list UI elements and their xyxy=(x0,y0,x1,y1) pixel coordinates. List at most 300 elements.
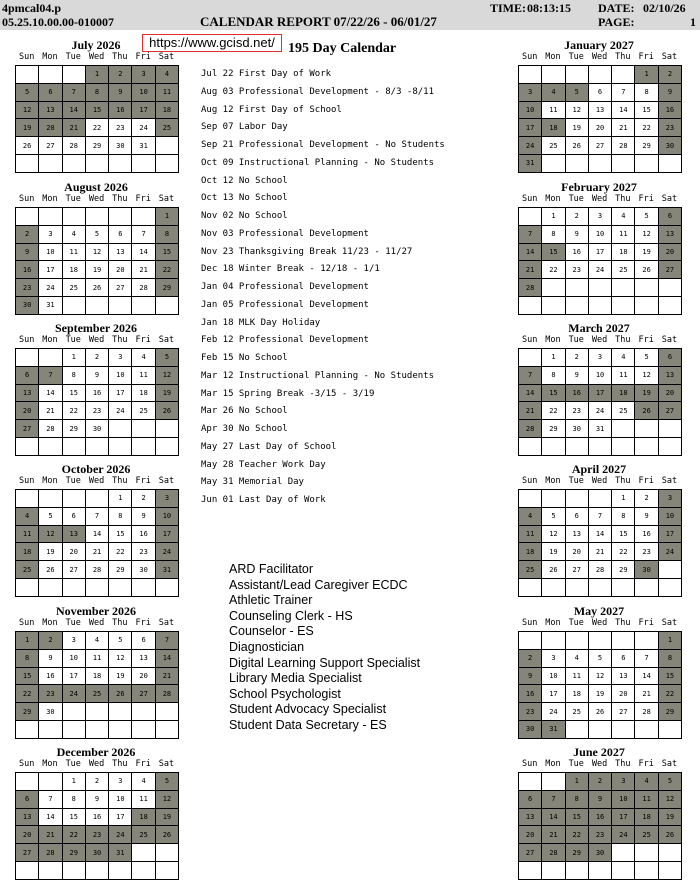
empty-cell xyxy=(16,438,39,456)
empty-cell xyxy=(542,438,565,456)
day-cell: 19 xyxy=(109,668,132,686)
day-cell: 17 xyxy=(589,244,612,262)
day-cell-off: 21 xyxy=(542,826,565,844)
day-cell: 20 xyxy=(589,119,612,137)
event-item: Feb 12 Professional Development xyxy=(201,335,369,346)
day-cell: 9 xyxy=(132,508,155,526)
day-cell-off: 20 xyxy=(16,826,39,844)
day-cell: 25 xyxy=(612,402,635,420)
day-cell-off: 28 xyxy=(542,844,565,862)
empty-cell xyxy=(566,632,589,650)
day-cell-off: 23 xyxy=(16,279,39,297)
day-cell-off: 13 xyxy=(659,226,682,244)
day-cell: 23 xyxy=(566,402,589,420)
weekday-label: Mon xyxy=(545,618,561,628)
day-cell: 10 xyxy=(39,244,62,262)
day-cell-off: 28 xyxy=(519,279,542,297)
day-cell-off: 9 xyxy=(16,244,39,262)
day-cell: 26 xyxy=(86,279,109,297)
month-title-april-2027: April 2027 xyxy=(571,462,627,476)
day-cell: 22 xyxy=(542,402,565,420)
day-cell: 13 xyxy=(589,102,612,120)
day-cell: 28 xyxy=(39,420,62,438)
day-cell-off: 17 xyxy=(132,102,155,120)
month-grid-april-2027 xyxy=(518,489,682,597)
day-cell: 8 xyxy=(63,367,86,385)
weekday-label: Sun xyxy=(521,618,538,628)
empty-cell xyxy=(566,579,589,597)
weekday-label: Fri xyxy=(135,618,151,628)
day-cell: 29 xyxy=(63,420,86,438)
empty-cell xyxy=(659,279,682,297)
day-cell: 27 xyxy=(566,561,589,579)
day-cell: 25 xyxy=(612,261,635,279)
day-cell-off: 29 xyxy=(659,703,682,721)
weekday-label: Sun xyxy=(521,335,538,345)
weekday-header-november-2026 xyxy=(15,618,178,628)
empty-cell xyxy=(542,66,565,84)
event-item: Jul 22 First Day of Work xyxy=(201,69,332,79)
day-cell-off: 12 xyxy=(39,526,62,544)
day-cell: 6 xyxy=(63,508,86,526)
empty-cell xyxy=(566,279,589,297)
day-cell-off: 21 xyxy=(39,826,62,844)
empty-cell xyxy=(635,862,658,880)
empty-cell xyxy=(612,721,635,739)
empty-cell xyxy=(86,579,109,597)
empty-cell xyxy=(16,208,39,226)
weekday-label: Tue xyxy=(65,759,81,769)
weekday-label: Tue xyxy=(65,194,81,204)
empty-cell xyxy=(659,420,682,438)
day-cell: 12 xyxy=(566,102,589,120)
day-cell: 28 xyxy=(612,137,635,155)
day-cell-off: 27 xyxy=(659,402,682,420)
day-cell: 8 xyxy=(63,791,86,809)
day-cell-off: 15 xyxy=(542,244,565,262)
event-item: Nov 23 Thanksgiving Break 11/23 - 11/27 xyxy=(201,246,413,257)
day-cell-off: 5 xyxy=(156,349,179,367)
day-cell: 20 xyxy=(566,543,589,561)
day-cell: 8 xyxy=(542,226,565,244)
day-cell-off: 9 xyxy=(109,84,132,102)
day-cell-off: 4 xyxy=(542,84,565,102)
day-cell: 10 xyxy=(63,650,86,668)
empty-cell xyxy=(659,579,682,597)
empty-cell xyxy=(16,349,39,367)
day-cell: 21 xyxy=(635,685,658,703)
empty-cell xyxy=(63,721,86,739)
day-cell-off: 25 xyxy=(16,561,39,579)
month-grid-march-2027 xyxy=(518,348,682,456)
empty-cell xyxy=(39,862,62,880)
empty-cell xyxy=(589,490,612,508)
day-cell-off: 15 xyxy=(156,244,179,262)
weekday-label: Mon xyxy=(42,194,58,204)
weekday-label: Thu xyxy=(615,476,631,486)
day-cell: 21 xyxy=(589,543,612,561)
day-cell: 1 xyxy=(63,349,86,367)
empty-cell xyxy=(156,721,179,739)
role-item: Counseling Clerk - HS xyxy=(229,608,353,623)
empty-cell xyxy=(635,632,658,650)
day-cell-off: 8 xyxy=(86,84,109,102)
empty-cell xyxy=(566,862,589,880)
empty-cell xyxy=(109,208,132,226)
month-title-november-2026: November 2026 xyxy=(55,604,137,618)
day-cell-off: 16 xyxy=(16,261,39,279)
month-grid-february-2027 xyxy=(518,207,682,315)
day-cell-off: 13 xyxy=(63,526,86,544)
day-cell-off: 27 xyxy=(519,844,542,862)
day-cell-off: 26 xyxy=(156,402,179,420)
day-cell: 5 xyxy=(589,650,612,668)
day-cell-off: 25 xyxy=(132,826,155,844)
day-cell-off: 9 xyxy=(519,668,542,686)
empty-cell xyxy=(566,297,589,315)
weekday-header-march-2027 xyxy=(518,335,681,345)
day-cell-off: 18 xyxy=(542,119,565,137)
day-cell: 30 xyxy=(39,703,62,721)
day-cell-off: 16 xyxy=(659,102,682,120)
day-cell: 4 xyxy=(612,349,635,367)
month-grid-december-2026 xyxy=(15,772,179,880)
empty-cell xyxy=(542,632,565,650)
day-cell: 26 xyxy=(39,561,62,579)
event-item: Sep 21 Professional Development - No Students xyxy=(201,140,445,150)
empty-cell xyxy=(16,490,39,508)
empty-cell xyxy=(519,349,542,367)
event-item: May 27 Last Day of School xyxy=(201,441,337,452)
date-value: 02/10/26 xyxy=(643,1,686,15)
day-cell-off: 15 xyxy=(86,102,109,120)
day-cell-off: 6 xyxy=(659,208,682,226)
day-cell-off: 9 xyxy=(589,791,612,809)
day-cell: 22 xyxy=(109,543,132,561)
day-cell-off: 7 xyxy=(63,84,86,102)
weekday-label: Sun xyxy=(18,476,35,486)
day-cell: 21 xyxy=(86,543,109,561)
weekday-label: Sun xyxy=(18,618,35,628)
date-label: DATE: xyxy=(598,1,635,15)
empty-cell xyxy=(156,438,179,456)
day-cell-off: 1 xyxy=(635,66,658,84)
day-cell: 19 xyxy=(589,685,612,703)
empty-cell xyxy=(132,579,155,597)
day-cell-off: 27 xyxy=(16,420,39,438)
weekday-label: Thu xyxy=(112,759,128,769)
month-grid-june-2027 xyxy=(518,772,682,880)
day-cell-off: 20 xyxy=(659,244,682,262)
day-cell-off: 30 xyxy=(86,844,109,862)
calendar-title: 195 Day Calendar xyxy=(288,41,397,56)
day-cell: 1 xyxy=(612,490,635,508)
event-item: Oct 12 No School xyxy=(201,175,288,186)
day-cell-off: 29 xyxy=(63,844,86,862)
weekday-label: Wed xyxy=(591,759,608,769)
day-cell: 17 xyxy=(109,809,132,827)
day-cell-off: 20 xyxy=(16,402,39,420)
weekday-label: Sat xyxy=(661,476,678,486)
weekday-label: Sat xyxy=(158,759,175,769)
weekday-label: Mon xyxy=(545,52,561,62)
day-cell: 24 xyxy=(542,703,565,721)
day-cell-off: 21 xyxy=(63,119,86,137)
weekday-label: Tue xyxy=(65,52,81,62)
day-cell: 24 xyxy=(39,279,62,297)
weekday-label: Fri xyxy=(638,759,654,769)
day-cell-off: 24 xyxy=(109,826,132,844)
day-cell-off: 30 xyxy=(659,137,682,155)
empty-cell xyxy=(156,579,179,597)
day-cell: 2 xyxy=(86,773,109,791)
month-title-january-2027: January 2027 xyxy=(564,38,634,52)
day-cell: 17 xyxy=(39,261,62,279)
day-cell: 26 xyxy=(542,561,565,579)
empty-cell xyxy=(39,155,62,173)
day-cell: 12 xyxy=(109,650,132,668)
day-cell: 18 xyxy=(63,261,86,279)
day-cell: 1 xyxy=(542,208,565,226)
month-title-august-2026: August 2026 xyxy=(64,180,128,194)
report-title: CALENDAR REPORT 07/22/26 - 06/01/27 xyxy=(200,14,437,29)
day-cell-off: 26 xyxy=(109,685,132,703)
day-cell: 5 xyxy=(39,508,62,526)
day-cell: 15 xyxy=(109,526,132,544)
weekday-label: Tue xyxy=(65,476,81,486)
day-cell: 25 xyxy=(542,137,565,155)
role-item: Student Advocacy Specialist xyxy=(229,702,387,717)
day-cell: 19 xyxy=(566,119,589,137)
day-cell-off: 22 xyxy=(63,826,86,844)
day-cell-off: 31 xyxy=(109,844,132,862)
role-item: Student Data Secretary - ES xyxy=(229,718,387,732)
empty-cell xyxy=(542,297,565,315)
day-cell-off: 12 xyxy=(16,102,39,120)
empty-cell xyxy=(542,862,565,880)
event-item: Jan 04 Professional Development xyxy=(201,282,369,292)
empty-cell xyxy=(589,438,612,456)
day-cell-off: 6 xyxy=(659,349,682,367)
empty-cell xyxy=(63,66,86,84)
empty-cell xyxy=(659,721,682,739)
weekday-label: Sat xyxy=(158,335,175,345)
day-cell: 12 xyxy=(635,226,658,244)
day-cell-off: 27 xyxy=(659,261,682,279)
day-cell-off: 31 xyxy=(156,561,179,579)
empty-cell xyxy=(519,773,542,791)
day-cell: 4 xyxy=(566,650,589,668)
day-cell: 19 xyxy=(39,543,62,561)
event-item: Sep 07 Labor Day xyxy=(201,122,288,133)
day-cell: 12 xyxy=(542,526,565,544)
day-cell: 24 xyxy=(589,402,612,420)
day-cell-off: 2 xyxy=(16,226,39,244)
empty-cell xyxy=(612,579,635,597)
day-cell-off: 3 xyxy=(132,66,155,84)
day-cell: 9 xyxy=(635,508,658,526)
day-cell: 19 xyxy=(635,244,658,262)
empty-cell xyxy=(63,208,86,226)
day-cell-off: 23 xyxy=(659,119,682,137)
day-cell-off: 19 xyxy=(635,385,658,403)
day-cell: 7 xyxy=(132,226,155,244)
day-cell: 26 xyxy=(635,261,658,279)
day-cell: 16 xyxy=(132,526,155,544)
event-item: Aug 12 First Day of School xyxy=(201,104,342,115)
role-item: School Psychologist xyxy=(229,686,341,701)
day-cell: 13 xyxy=(612,668,635,686)
day-cell: 22 xyxy=(86,119,109,137)
day-cell: 2 xyxy=(635,490,658,508)
weekday-label: Sun xyxy=(521,194,538,204)
event-item: Feb 15 No School xyxy=(201,353,288,363)
day-cell: 8 xyxy=(542,367,565,385)
role-item: ARD Facilitator xyxy=(229,562,314,576)
day-cell-off: 19 xyxy=(156,809,179,827)
weekday-label: Thu xyxy=(112,194,128,204)
day-cell: 21 xyxy=(39,402,62,420)
day-cell-off: 23 xyxy=(589,826,612,844)
empty-cell xyxy=(109,703,132,721)
day-cell-off: 12 xyxy=(156,791,179,809)
empty-cell xyxy=(635,438,658,456)
weekday-label: Fri xyxy=(638,52,654,62)
weekday-header-december-2026 xyxy=(15,759,178,769)
month-grid-january-2027 xyxy=(518,65,682,173)
empty-cell xyxy=(635,420,658,438)
empty-cell xyxy=(635,155,658,173)
empty-cell xyxy=(156,420,179,438)
weekday-label: Mon xyxy=(42,335,58,345)
day-cell-off: 24 xyxy=(156,543,179,561)
day-cell: 23 xyxy=(86,402,109,420)
day-cell: 26 xyxy=(566,137,589,155)
empty-cell xyxy=(156,703,179,721)
day-cell: 28 xyxy=(589,561,612,579)
weekday-label: Tue xyxy=(65,335,81,345)
day-cell: 27 xyxy=(589,137,612,155)
day-cell-off: 2 xyxy=(589,773,612,791)
day-cell-off: 24 xyxy=(63,685,86,703)
empty-cell xyxy=(612,632,635,650)
empty-cell xyxy=(566,438,589,456)
day-cell: 1 xyxy=(109,490,132,508)
weekday-label: Wed xyxy=(88,194,105,204)
day-cell: 15 xyxy=(612,526,635,544)
weekday-label: Mon xyxy=(42,618,58,628)
empty-cell xyxy=(589,721,612,739)
day-cell: 22 xyxy=(612,543,635,561)
day-cell-off: 16 xyxy=(519,685,542,703)
day-cell: 18 xyxy=(132,385,155,403)
empty-cell xyxy=(156,155,179,173)
day-cell-off: 26 xyxy=(156,826,179,844)
weekday-label: Sun xyxy=(18,759,35,769)
day-cell: 28 xyxy=(132,279,155,297)
day-cell: 9 xyxy=(566,226,589,244)
day-cell: 27 xyxy=(39,137,62,155)
day-cell: 17 xyxy=(542,685,565,703)
day-cell-off: 17 xyxy=(659,526,682,544)
day-cell: 7 xyxy=(86,508,109,526)
day-cell-off: 11 xyxy=(16,526,39,544)
empty-cell xyxy=(132,438,155,456)
day-cell: 22 xyxy=(63,402,86,420)
day-cell-off: 15 xyxy=(542,385,565,403)
day-cell-off: 4 xyxy=(519,508,542,526)
day-cell: 11 xyxy=(612,367,635,385)
time-value: 08:13:15 xyxy=(527,1,571,15)
empty-cell xyxy=(659,862,682,880)
day-cell: 13 xyxy=(109,244,132,262)
empty-cell xyxy=(132,420,155,438)
day-cell-off: 11 xyxy=(519,526,542,544)
day-cell: 27 xyxy=(63,561,86,579)
day-cell-off: 8 xyxy=(156,226,179,244)
day-cell-off: 13 xyxy=(16,809,39,827)
page-number: 1 xyxy=(690,15,696,29)
page-label: PAGE: xyxy=(598,15,635,29)
day-cell-off: 31 xyxy=(542,721,565,739)
event-item: Jan 18 MLK Day Holiday xyxy=(201,317,321,328)
day-cell: 18 xyxy=(566,685,589,703)
day-cell: 6 xyxy=(566,508,589,526)
empty-cell xyxy=(16,773,39,791)
month-grid-november-2026 xyxy=(15,631,179,739)
day-cell: 4 xyxy=(612,208,635,226)
day-cell-off: 27 xyxy=(16,844,39,862)
weekday-label: Sat xyxy=(158,618,175,628)
district-url-link[interactable]: https://www.gcisd.net/ xyxy=(142,34,282,52)
day-cell-off: 8 xyxy=(566,791,589,809)
event-item: Dec 18 Winter Break - 12/18 - 1/1 xyxy=(201,264,380,275)
weekday-label: Sun xyxy=(521,759,538,769)
role-item: Athletic Trainer xyxy=(229,593,313,608)
day-cell: 20 xyxy=(109,261,132,279)
empty-cell xyxy=(659,438,682,456)
weekday-label: Wed xyxy=(88,759,105,769)
empty-cell xyxy=(132,155,155,173)
day-cell: 10 xyxy=(109,791,132,809)
day-cell: 14 xyxy=(39,809,62,827)
event-item: Nov 02 No School xyxy=(201,211,288,221)
empty-cell xyxy=(109,297,132,315)
day-cell: 4 xyxy=(132,349,155,367)
empty-cell xyxy=(39,208,62,226)
day-cell-off: 30 xyxy=(16,297,39,315)
month-title-march-2027: March 2027 xyxy=(568,321,630,335)
day-cell-off: 15 xyxy=(659,668,682,686)
program-name: 4pmcal04.p xyxy=(2,1,62,15)
day-cell-off: 15 xyxy=(16,668,39,686)
day-cell: 3 xyxy=(589,208,612,226)
day-cell-off: 7 xyxy=(519,367,542,385)
weekday-label: Wed xyxy=(591,618,608,628)
day-cell-off: 7 xyxy=(519,226,542,244)
event-item: Mar 12 Instructional Planning - No Students xyxy=(201,370,434,381)
empty-cell xyxy=(109,438,132,456)
day-cell: 2 xyxy=(86,349,109,367)
role-item: Digital Learning Support Specialist xyxy=(229,655,421,670)
weekday-label: Sat xyxy=(661,194,678,204)
day-cell-off: 5 xyxy=(156,773,179,791)
empty-cell xyxy=(589,155,612,173)
empty-cell xyxy=(612,66,635,84)
day-cell: 30 xyxy=(566,420,589,438)
weekday-header-september-2026 xyxy=(15,335,178,345)
empty-cell xyxy=(612,420,635,438)
